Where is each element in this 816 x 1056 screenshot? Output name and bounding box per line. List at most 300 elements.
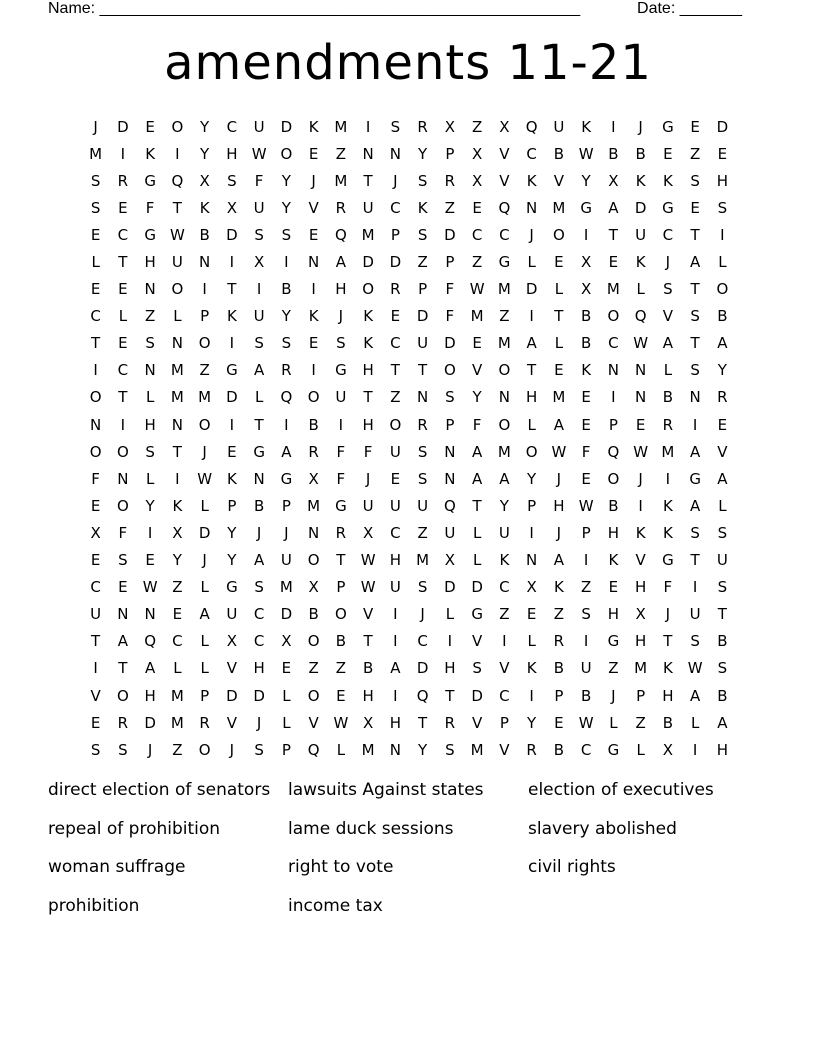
grid-letter[interactable]: U — [335, 388, 347, 407]
grid-letter[interactable]: Z — [553, 605, 565, 624]
grid-letter[interactable]: W — [578, 144, 594, 163]
grid-letter[interactable]: G — [471, 605, 483, 624]
grid-letter[interactable]: T — [227, 280, 237, 299]
grid-letter[interactable]: X — [172, 523, 183, 542]
grid-letter[interactable]: T — [363, 171, 373, 190]
grid-letter[interactable]: A — [281, 442, 292, 461]
grid-letter[interactable]: S — [472, 659, 482, 678]
grid-letter[interactable]: R — [199, 713, 210, 732]
grid-letter[interactable]: Q — [280, 388, 293, 407]
grid-letter[interactable]: W — [197, 469, 213, 488]
grid-letter[interactable]: G — [226, 361, 238, 380]
grid-letter[interactable]: R — [117, 171, 129, 190]
grid-letter[interactable]: H — [662, 686, 674, 705]
grid-letter[interactable]: N — [253, 469, 265, 488]
grid-letter[interactable]: I — [393, 686, 398, 705]
grid-letter[interactable]: X — [362, 713, 374, 732]
grid-letter[interactable]: K — [635, 171, 646, 190]
grid-letter[interactable]: O — [334, 605, 347, 624]
grid-letter[interactable]: C — [499, 578, 510, 597]
grid-letter[interactable]: A — [662, 334, 673, 353]
grid-letter[interactable]: G — [498, 253, 511, 272]
grid-letter[interactable]: D — [416, 307, 429, 326]
grid-letter[interactable]: M — [497, 442, 511, 461]
grid-letter[interactable]: I — [284, 253, 289, 272]
grid-letter[interactable]: B — [662, 388, 674, 407]
grid-letter[interactable]: X — [362, 523, 374, 542]
grid-letter[interactable]: G — [607, 740, 620, 759]
grid-letter[interactable]: L — [472, 523, 482, 542]
grid-letter[interactable]: S — [417, 171, 428, 190]
grid-letter[interactable]: R — [390, 280, 401, 299]
grid-letter[interactable]: K — [662, 523, 673, 542]
grid-letter[interactable]: C — [253, 632, 265, 651]
grid-letter[interactable]: P — [445, 144, 455, 163]
grid-letter[interactable]: A — [499, 469, 510, 488]
grid-letter[interactable]: P — [281, 496, 291, 515]
grid-letter[interactable]: R — [662, 415, 674, 434]
grid-letter[interactable]: E — [717, 144, 728, 163]
grid-letter[interactable]: V — [471, 632, 483, 651]
grid-letter[interactable]: G — [662, 117, 674, 136]
grid-letter[interactable]: A — [144, 659, 156, 678]
grid-letter[interactable]: H — [226, 144, 238, 163]
grid-letter[interactable]: A — [717, 713, 728, 732]
grid-letter[interactable]: W — [578, 713, 594, 732]
grid-letter[interactable]: G — [689, 469, 701, 488]
grid-letter[interactable]: F — [91, 469, 100, 488]
grid-letter[interactable]: I — [284, 415, 289, 434]
grid-letter[interactable]: N — [144, 605, 156, 624]
grid-letter[interactable]: J — [556, 469, 562, 488]
grid-letter[interactable]: U — [280, 551, 292, 570]
grid-letter[interactable]: O — [198, 740, 211, 759]
grid-letter[interactable]: I — [529, 686, 534, 705]
grid-letter[interactable]: F — [445, 307, 455, 326]
grid-letter[interactable]: M — [307, 496, 321, 515]
grid-letter[interactable]: A — [553, 551, 564, 570]
grid-letter[interactable]: Q — [525, 117, 538, 136]
grid-letter[interactable]: Y — [418, 144, 428, 163]
grid-letter[interactable]: C — [526, 144, 537, 163]
grid-letter[interactable]: X — [662, 740, 674, 759]
grid-letter[interactable]: X — [444, 117, 456, 136]
grid-letter[interactable]: R — [717, 388, 728, 407]
grid-letter[interactable]: S — [227, 171, 237, 190]
grid-letter[interactable]: Z — [417, 253, 428, 272]
grid-letter[interactable]: T — [336, 551, 346, 570]
grid-letter[interactable]: G — [662, 551, 674, 570]
grid-letter[interactable]: R — [281, 361, 292, 380]
grid-letter[interactable]: B — [717, 686, 728, 705]
grid-letter[interactable]: G — [226, 578, 238, 597]
grid-letter[interactable]: L — [200, 659, 209, 678]
grid-letter[interactable]: L — [472, 551, 482, 570]
grid-letter[interactable]: R — [553, 632, 565, 651]
grid-letter[interactable]: O — [607, 469, 620, 488]
grid-letter[interactable]: N — [171, 334, 183, 353]
grid-letter[interactable]: P — [418, 280, 428, 299]
grid-letter[interactable]: X — [471, 171, 483, 190]
grid-letter[interactable]: V — [471, 713, 483, 732]
grid-letter[interactable]: Y — [717, 361, 727, 380]
grid-letter[interactable]: I — [583, 225, 589, 244]
grid-letter[interactable]: N — [144, 280, 156, 299]
grid-letter[interactable]: Y — [472, 388, 482, 407]
grid-letter[interactable]: L — [200, 632, 209, 651]
grid-letter[interactable]: L — [282, 713, 291, 732]
grid-letter[interactable]: T — [254, 415, 264, 434]
grid-letter[interactable]: C — [390, 198, 401, 217]
grid-letter[interactable]: X — [308, 578, 319, 597]
grid-letter[interactable]: L — [554, 334, 564, 353]
grid-letter[interactable]: T — [118, 659, 128, 678]
grid-letter[interactable]: D — [117, 117, 129, 136]
grid-letter[interactable]: K — [662, 659, 673, 678]
grid-letter[interactable]: H — [607, 605, 620, 624]
grid-letter[interactable]: N — [635, 388, 647, 407]
grid-letter[interactable]: D — [226, 388, 238, 407]
grid-letter[interactable]: K — [417, 198, 428, 217]
grid-letter[interactable]: L — [445, 605, 455, 624]
grid-letter[interactable]: V — [308, 713, 319, 732]
grid-letter[interactable]: Q — [607, 442, 620, 461]
grid-letter[interactable]: H — [335, 280, 347, 299]
grid-letter[interactable]: I — [175, 144, 180, 163]
grid-letter[interactable]: E — [90, 280, 101, 299]
grid-letter[interactable]: K — [199, 198, 210, 217]
grid-letter[interactable]: U — [389, 496, 401, 515]
grid-letter[interactable]: A — [471, 442, 483, 461]
grid-letter[interactable]: D — [634, 198, 647, 217]
grid-letter[interactable]: X — [226, 198, 238, 217]
grid-letter[interactable]: N — [498, 388, 510, 407]
grid-letter[interactable]: P — [499, 713, 509, 732]
grid-letter[interactable]: V — [362, 605, 374, 624]
grid-letter[interactable]: D — [198, 523, 211, 542]
grid-letter[interactable]: F — [336, 469, 346, 488]
grid-letter[interactable]: O — [280, 144, 293, 163]
grid-letter[interactable]: I — [529, 523, 534, 542]
grid-letter[interactable]: V — [226, 659, 237, 678]
grid-letter[interactable]: X — [499, 117, 510, 136]
grid-letter[interactable]: D — [253, 686, 265, 705]
grid-letter[interactable]: E — [90, 551, 101, 570]
grid-letter[interactable]: K — [526, 171, 537, 190]
grid-letter[interactable]: I — [120, 144, 126, 163]
grid-letter[interactable]: J — [202, 442, 207, 461]
grid-letter[interactable]: V — [662, 307, 673, 326]
grid-letter[interactable]: B — [308, 605, 319, 624]
grid-letter[interactable]: U — [553, 117, 565, 136]
grid-letter[interactable]: W — [251, 144, 267, 163]
grid-letter[interactable]: Z — [417, 523, 428, 542]
grid-letter[interactable]: R — [308, 442, 319, 461]
grid-letter[interactable]: M — [470, 307, 484, 326]
grid-letter[interactable]: R — [117, 713, 129, 732]
grid-letter[interactable]: I — [202, 280, 207, 299]
grid-letter[interactable]: G — [280, 469, 293, 488]
grid-letter[interactable]: Y — [281, 307, 291, 326]
grid-letter[interactable]: C — [117, 361, 129, 380]
grid-letter[interactable]: T — [554, 307, 564, 326]
grid-letter[interactable]: O — [716, 280, 729, 299]
grid-letter[interactable]: J — [229, 740, 235, 759]
grid-letter[interactable]: M — [361, 225, 375, 244]
grid-letter[interactable]: U — [362, 198, 374, 217]
grid-letter[interactable]: B — [608, 144, 619, 163]
grid-letter[interactable]: T — [418, 361, 428, 380]
grid-letter[interactable]: Z — [580, 578, 592, 597]
grid-letter[interactable]: S — [417, 225, 428, 244]
grid-letter[interactable]: N — [444, 442, 456, 461]
grid-letter[interactable]: A — [253, 551, 265, 570]
grid-letter[interactable]: Y — [227, 523, 237, 542]
grid-letter[interactable]: R — [417, 415, 428, 434]
grid-letter[interactable]: U — [580, 659, 592, 678]
grid-letter[interactable]: N — [308, 253, 320, 272]
grid-letter[interactable]: K — [145, 144, 156, 163]
grid-letter[interactable]: L — [554, 280, 564, 299]
grid-letter[interactable]: V — [499, 144, 510, 163]
grid-letter[interactable]: H — [362, 361, 374, 380]
grid-letter[interactable]: K — [526, 659, 537, 678]
grid-letter[interactable]: D — [280, 605, 293, 624]
grid-letter[interactable]: A — [117, 632, 128, 651]
grid-letter[interactable]: Z — [471, 117, 483, 136]
grid-letter[interactable]: S — [90, 198, 101, 217]
name-field[interactable]: Name: ______________________________________________________ — [48, 0, 581, 17]
grid-letter[interactable]: D — [471, 578, 483, 597]
grid-letter[interactable]: J — [256, 523, 262, 542]
grid-letter[interactable]: U — [362, 496, 374, 515]
grid-letter[interactable]: Y — [200, 117, 210, 136]
grid-letter[interactable]: W — [360, 578, 376, 597]
grid-letter[interactable]: G — [580, 198, 592, 217]
grid-letter[interactable]: M — [606, 280, 620, 299]
grid-letter[interactable]: E — [90, 713, 101, 732]
grid-letter[interactable]: O — [307, 686, 320, 705]
grid-letter[interactable]: B — [308, 415, 319, 434]
grid-letter[interactable]: K — [363, 334, 374, 353]
grid-letter[interactable]: U — [253, 307, 265, 326]
grid-letter[interactable]: N — [362, 144, 374, 163]
grid-letter[interactable]: Y — [418, 740, 428, 759]
grid-letter[interactable]: C — [90, 578, 101, 597]
grid-letter[interactable]: C — [390, 334, 401, 353]
grid-letter[interactable]: B — [580, 686, 592, 705]
grid-letter[interactable]: X — [580, 253, 592, 272]
grid-letter[interactable]: E — [554, 361, 564, 380]
grid-letter[interactable]: J — [93, 117, 98, 136]
grid-letter[interactable]: E — [390, 307, 401, 326]
grid-letter[interactable]: E — [118, 280, 128, 299]
grid-letter[interactable]: I — [638, 496, 643, 515]
grid-letter[interactable]: A — [199, 605, 210, 624]
grid-letter[interactable]: R — [526, 740, 537, 759]
grid-letter[interactable]: O — [389, 415, 402, 434]
grid-letter[interactable]: K — [308, 117, 319, 136]
grid-letter[interactable]: I — [229, 415, 235, 434]
grid-letter[interactable]: S — [717, 578, 728, 597]
grid-letter[interactable]: S — [390, 117, 401, 136]
grid-letter[interactable]: S — [417, 442, 428, 461]
grid-letter[interactable]: S — [717, 659, 728, 678]
grid-letter[interactable]: J — [665, 253, 671, 272]
grid-letter[interactable]: S — [145, 334, 155, 353]
grid-letter[interactable]: H — [362, 686, 374, 705]
grid-letter[interactable]: L — [663, 361, 673, 380]
grid-letter[interactable]: C — [253, 605, 265, 624]
grid-letter[interactable]: T — [91, 334, 101, 353]
grid-letter[interactable]: G — [607, 632, 620, 651]
grid-letter[interactable]: A — [689, 442, 701, 461]
grid-letter[interactable]: V — [90, 686, 101, 705]
grid-letter[interactable]: Z — [499, 307, 510, 326]
grid-letter[interactable]: T — [118, 253, 128, 272]
grid-letter[interactable]: T — [663, 632, 673, 651]
grid-letter[interactable]: I — [229, 334, 235, 353]
grid-letter[interactable]: L — [145, 469, 155, 488]
grid-letter[interactable]: Q — [416, 686, 429, 705]
grid-letter[interactable]: L — [527, 632, 536, 651]
grid-letter[interactable]: U — [635, 225, 647, 244]
grid-letter[interactable]: H — [634, 578, 647, 597]
grid-letter[interactable]: J — [284, 523, 289, 542]
grid-letter[interactable]: W — [333, 713, 349, 732]
grid-letter[interactable]: Q — [171, 171, 184, 190]
grid-letter[interactable]: E — [118, 334, 128, 353]
grid-letter[interactable]: I — [365, 117, 371, 136]
grid-letter[interactable]: I — [502, 632, 507, 651]
grid-letter[interactable]: R — [417, 117, 428, 136]
grid-letter[interactable]: H — [144, 686, 156, 705]
grid-letter[interactable]: C — [226, 117, 238, 136]
grid-letter[interactable]: H — [444, 659, 456, 678]
grid-letter[interactable]: A — [717, 469, 728, 488]
grid-letter[interactable]: E — [608, 578, 619, 597]
grid-letter[interactable]: X — [199, 171, 210, 190]
grid-letter[interactable]: I — [175, 469, 180, 488]
grid-letter[interactable]: S — [690, 307, 700, 326]
grid-letter[interactable]: S — [717, 198, 728, 217]
grid-letter[interactable]: P — [336, 578, 346, 597]
grid-letter[interactable]: Q — [144, 632, 157, 651]
grid-letter[interactable]: Z — [172, 740, 183, 759]
grid-letter[interactable]: C — [580, 740, 592, 759]
grid-letter[interactable]: M — [334, 171, 348, 190]
grid-letter[interactable]: R — [444, 713, 456, 732]
grid-letter[interactable]: G — [144, 171, 156, 190]
grid-letter[interactable]: S — [254, 740, 264, 759]
grid-letter[interactable]: I — [311, 280, 316, 299]
grid-letter[interactable]: V — [717, 442, 728, 461]
grid-letter[interactable]: Z — [390, 388, 401, 407]
grid-letter[interactable]: D — [144, 713, 156, 732]
grid-letter[interactable]: E — [90, 496, 101, 515]
grid-letter[interactable]: T — [690, 225, 700, 244]
grid-letter[interactable]: M — [170, 361, 184, 380]
grid-letter[interactable]: U — [90, 605, 102, 624]
grid-letter[interactable]: T — [445, 686, 455, 705]
grid-letter[interactable]: P — [200, 686, 210, 705]
grid-letter[interactable]: F — [581, 442, 591, 461]
date-field[interactable]: Date: _______ — [637, 0, 742, 17]
grid-letter[interactable]: C — [499, 686, 510, 705]
grid-letter[interactable]: C — [662, 225, 674, 244]
grid-letter[interactable]: H — [362, 415, 374, 434]
grid-letter[interactable]: Y — [281, 171, 291, 190]
grid-letter[interactable]: J — [256, 713, 262, 732]
grid-letter[interactable]: I — [393, 605, 398, 624]
grid-letter[interactable]: M — [634, 659, 648, 678]
grid-letter[interactable]: D — [444, 334, 456, 353]
grid-letter[interactable]: P — [200, 307, 210, 326]
grid-letter[interactable]: H — [389, 713, 402, 732]
grid-letter[interactable]: M — [334, 117, 348, 136]
grid-letter[interactable]: J — [556, 523, 562, 542]
grid-letter[interactable]: A — [717, 334, 728, 353]
grid-letter[interactable]: H — [144, 415, 156, 434]
grid-letter[interactable]: X — [580, 280, 592, 299]
grid-letter[interactable]: B — [199, 225, 210, 244]
grid-letter[interactable]: W — [551, 442, 567, 461]
grid-letter[interactable]: J — [611, 686, 616, 705]
grid-letter[interactable]: W — [633, 442, 649, 461]
grid-letter[interactable]: U — [389, 578, 401, 597]
grid-letter[interactable]: V — [499, 740, 510, 759]
grid-letter[interactable]: A — [689, 253, 701, 272]
grid-letter[interactable]: B — [717, 307, 728, 326]
grid-letter[interactable]: F — [254, 171, 264, 190]
grid-letter[interactable]: T — [172, 442, 182, 461]
grid-letter[interactable]: S — [281, 334, 292, 353]
grid-letter[interactable]: Z — [689, 144, 701, 163]
grid-letter[interactable]: L — [636, 740, 645, 759]
grid-letter[interactable]: U — [253, 198, 265, 217]
grid-letter[interactable]: I — [611, 388, 616, 407]
grid-letter[interactable]: E — [581, 469, 591, 488]
grid-letter[interactable]: L — [173, 307, 182, 326]
grid-letter[interactable]: D — [716, 117, 729, 136]
grid-letter[interactable]: T — [390, 361, 400, 380]
grid-letter[interactable]: W — [169, 225, 185, 244]
grid-letter[interactable]: U — [171, 253, 183, 272]
grid-letter[interactable]: I — [93, 659, 98, 678]
grid-letter[interactable]: P — [554, 686, 564, 705]
grid-letter[interactable]: B — [635, 144, 646, 163]
grid-letter[interactable]: D — [444, 578, 456, 597]
grid-letter[interactable]: A — [553, 415, 564, 434]
grid-letter[interactable]: I — [692, 415, 698, 434]
grid-letter[interactable]: L — [718, 496, 727, 515]
grid-letter[interactable]: D — [226, 686, 238, 705]
grid-letter[interactable]: D — [280, 117, 293, 136]
grid-letter[interactable]: D — [389, 253, 402, 272]
grid-letter[interactable]: X — [471, 144, 483, 163]
grid-letter[interactable]: N — [444, 469, 456, 488]
grid-letter[interactable]: E — [145, 117, 155, 136]
grid-letter[interactable]: N — [417, 388, 429, 407]
grid-letter[interactable]: Y — [581, 171, 591, 190]
grid-letter[interactable]: I — [665, 469, 671, 488]
grid-letter[interactable]: T — [363, 388, 373, 407]
grid-letter[interactable]: O — [498, 361, 511, 380]
grid-letter[interactable]: N — [689, 388, 701, 407]
grid-letter[interactable]: X — [608, 171, 619, 190]
grid-letter[interactable]: A — [253, 361, 265, 380]
grid-letter[interactable]: K — [308, 307, 319, 326]
